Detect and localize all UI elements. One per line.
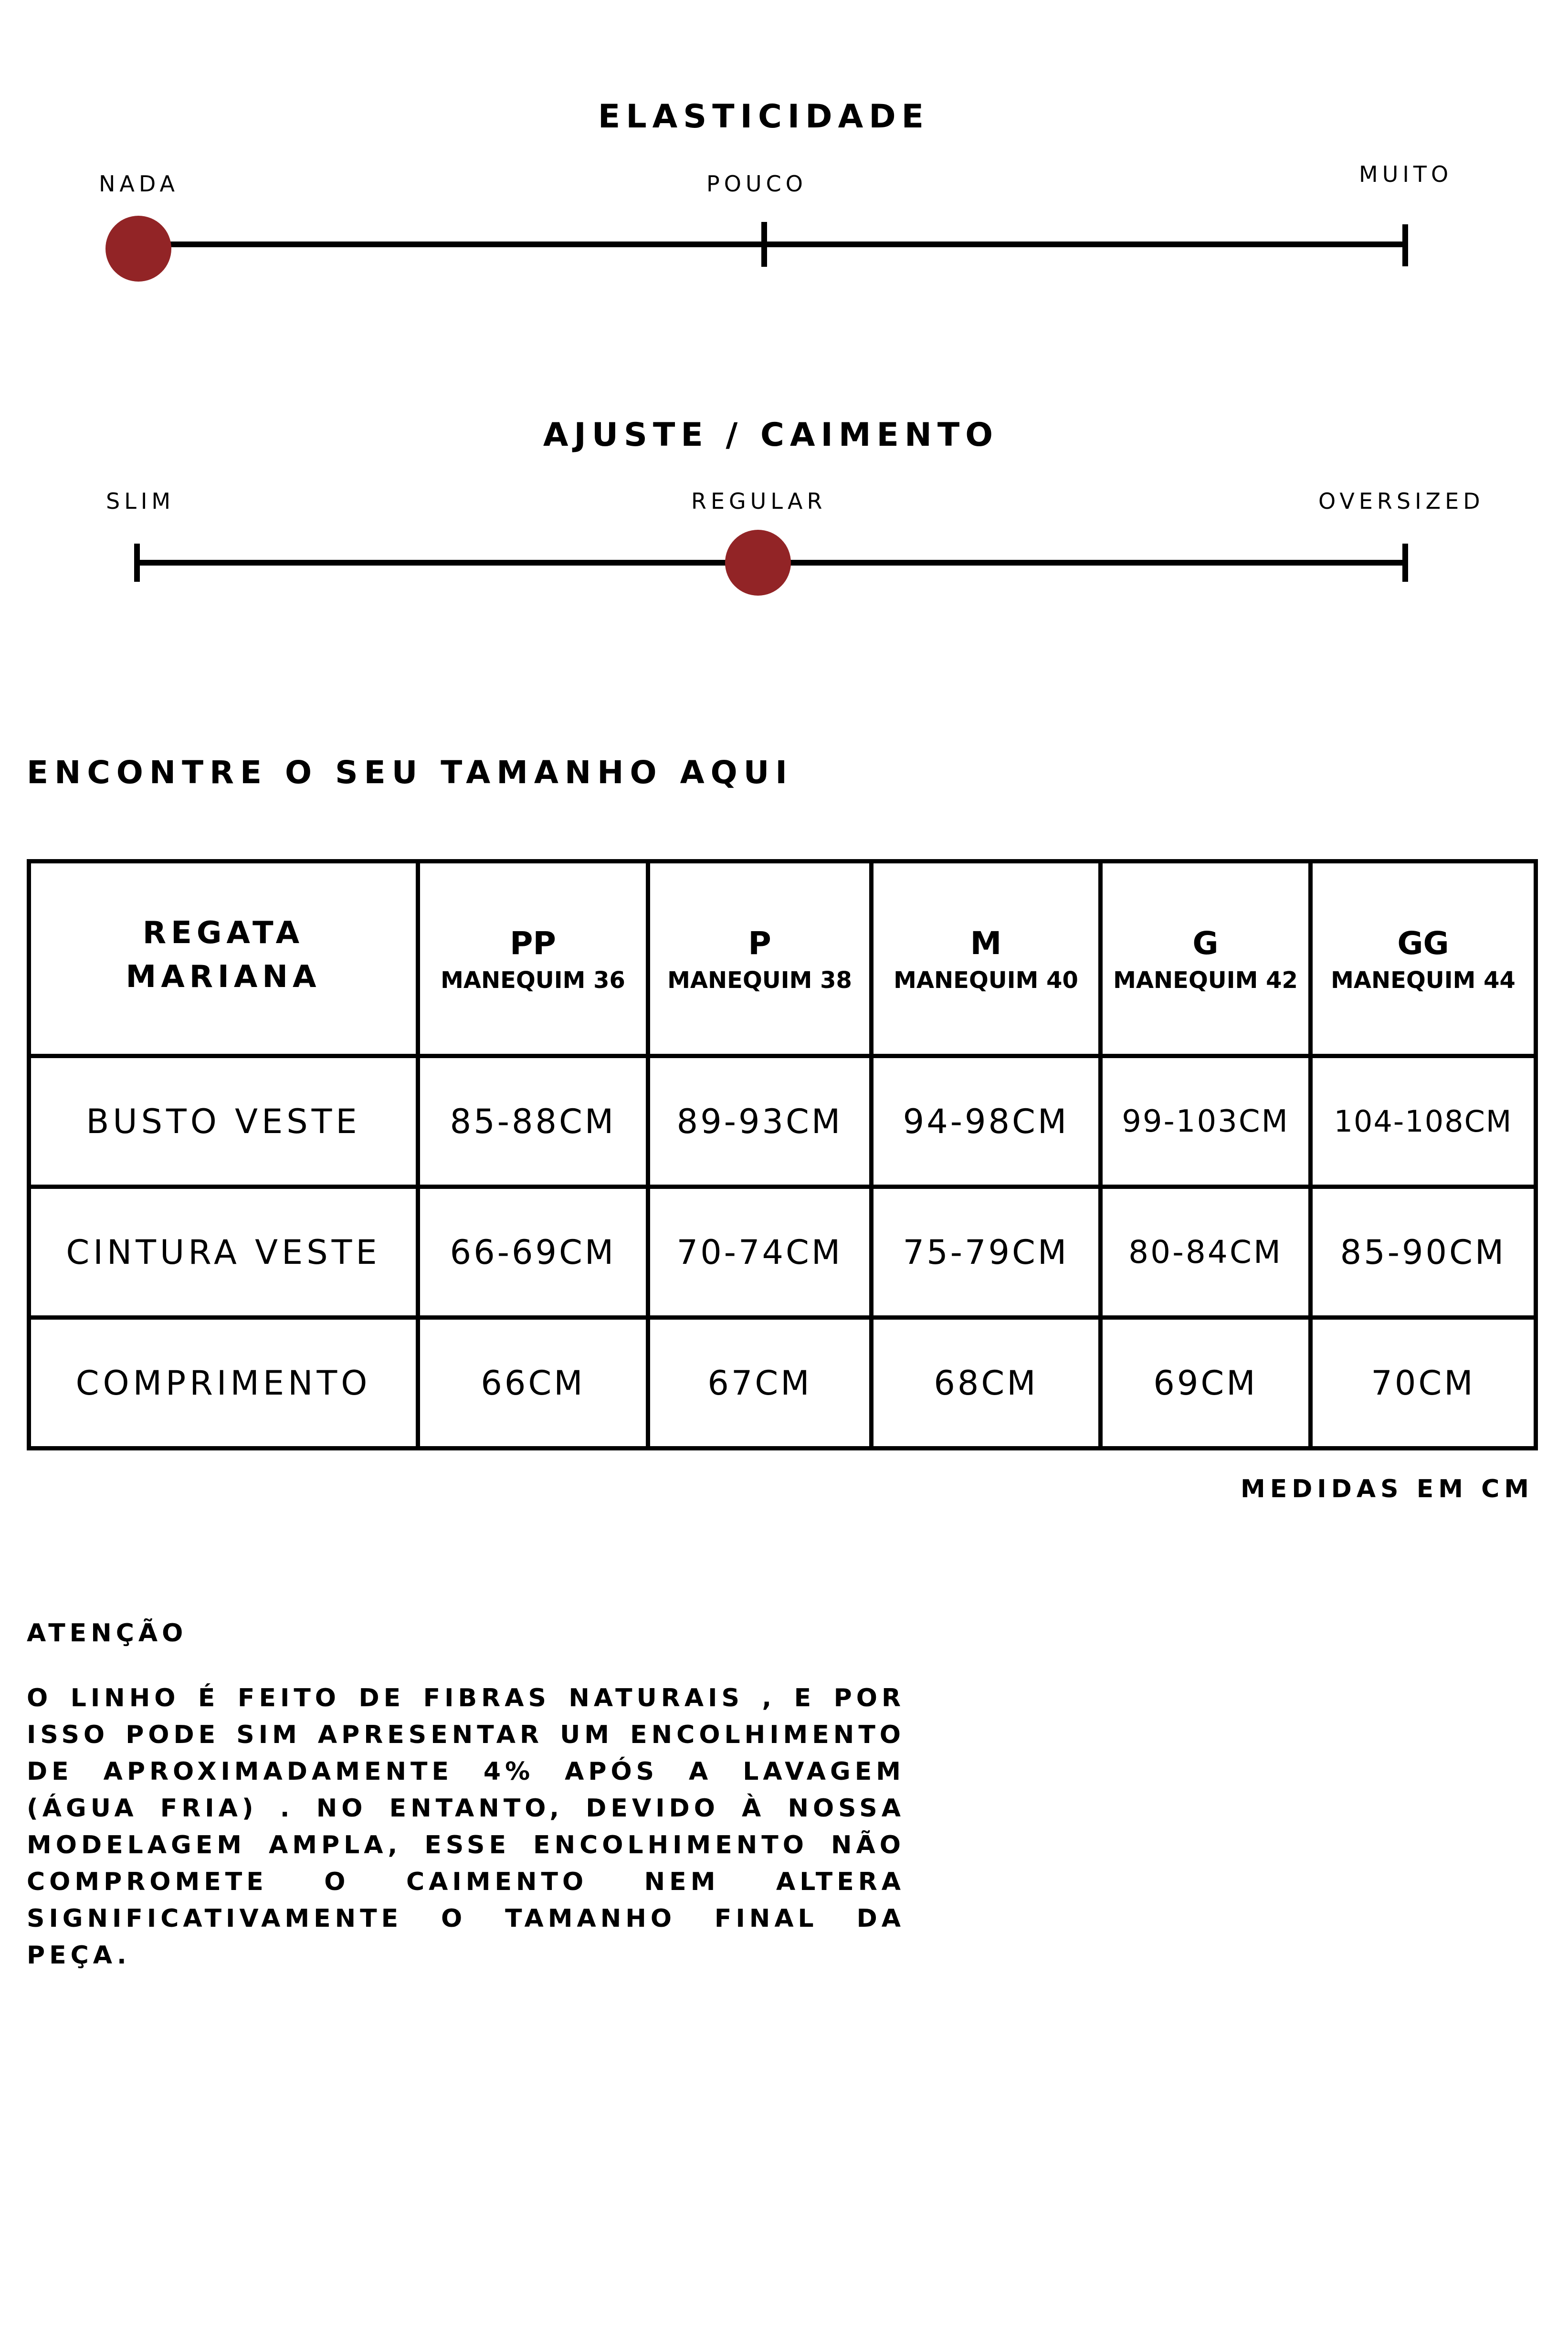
table-cell: 85-88CM [418, 1056, 648, 1187]
elasticity-scale-line [138, 242, 1408, 247]
product-name-line2: MARIANA [126, 959, 321, 995]
table-row-length [29, 1318, 1536, 1449]
fit-tick-start [134, 544, 140, 582]
mannequin-label: MANEQUIM 38 [667, 966, 852, 994]
size-header-pp [418, 861, 648, 1056]
row-label: BUSTO VESTE [29, 1056, 418, 1187]
fit-label-oversized: OVERSIZED [1318, 488, 1484, 514]
table-cell: 70CM [1311, 1318, 1536, 1449]
table-cell: 69CM [1101, 1318, 1311, 1449]
size-chart-table [27, 859, 1538, 1450]
notes-body: O LINHO É FEITO DE FIBRAS NATURAIS , E POR ISSO PODE SIM APRESENTAR UM ENCOLHIMENTO DE APROXIMADAMENTE 4% APÓS A LAVAGEM (ÁGUA FRIA) . NO ENTANTO, DEVIDO À NOSSA MODELAGEM AMPLA, ESSE ENCOLHIMENTO NÃO COMPROMETE O CAIMENTO NEM ALTERA SIGNIFICATIVAMENTE O TAMANHO FINAL DA PEÇA. [27, 1684, 905, 1970]
notes-title: ATENÇÃO [27, 1619, 188, 1648]
table-cell: 66CM [418, 1318, 648, 1449]
table-cell: 75-79CM [872, 1187, 1101, 1318]
elasticity-tick-middle [761, 222, 767, 267]
size-label: P [748, 924, 771, 962]
table-header-row [29, 861, 1536, 1056]
size-label: GG [1397, 924, 1449, 962]
fit-label-slim: SLIM [106, 488, 175, 514]
table-cell: 94-98CM [872, 1056, 1101, 1187]
table-cell: 70-74CM [648, 1187, 872, 1318]
table-cell: 68CM [872, 1318, 1101, 1449]
table-row-waist [29, 1187, 1536, 1318]
row-label: COMPRIMENTO [29, 1318, 418, 1449]
size-chart-heading: ENCONTRE O SEU TAMANHO AQUI [27, 754, 793, 791]
elasticity-tick-end [1402, 224, 1408, 266]
elasticity-label-little: POUCO [706, 171, 807, 197]
fit-title: AJUSTE / CAIMENTO [543, 416, 999, 454]
mannequin-label: MANEQUIM 40 [894, 966, 1078, 994]
size-header-gg [1311, 861, 1536, 1056]
size-label: G [1192, 924, 1219, 962]
product-name-line1: REGATA [142, 915, 305, 951]
table-cell: 66-69CM [418, 1187, 648, 1318]
table-cell: 85-90CM [1311, 1187, 1536, 1318]
mannequin-label: MANEQUIM 44 [1331, 966, 1515, 994]
table-cell: 104-108CM [1311, 1056, 1536, 1187]
table-cell: 67CM [648, 1318, 872, 1449]
table-cell: 89-93CM [648, 1056, 872, 1187]
fit-label-regular: REGULAR [691, 488, 827, 514]
size-label: M [970, 924, 1002, 962]
size-label: PP [510, 924, 556, 962]
fit-tick-end [1402, 544, 1408, 582]
size-header-g [1101, 861, 1311, 1056]
size-header-m [872, 861, 1101, 1056]
fit-marker [725, 530, 791, 596]
mannequin-label: MANEQUIM 36 [441, 966, 625, 994]
elasticity-label-very: MUITO [1359, 161, 1453, 187]
product-name-cell [29, 861, 418, 1056]
elasticity-label-none: NADA [99, 171, 179, 197]
elasticity-title: ELASTICIDADE [598, 98, 930, 136]
table-cell: 99-103CM [1101, 1056, 1311, 1187]
measurement-unit-note: MEDIDAS EM CM [1240, 1475, 1534, 1503]
row-label: CINTURA VESTE [29, 1187, 418, 1318]
elasticity-marker [105, 216, 171, 282]
size-header-p [648, 861, 872, 1056]
table-row-bust [29, 1056, 1536, 1187]
table-cell: 80-84CM [1101, 1187, 1311, 1318]
mannequin-label: MANEQUIM 42 [1113, 966, 1298, 994]
